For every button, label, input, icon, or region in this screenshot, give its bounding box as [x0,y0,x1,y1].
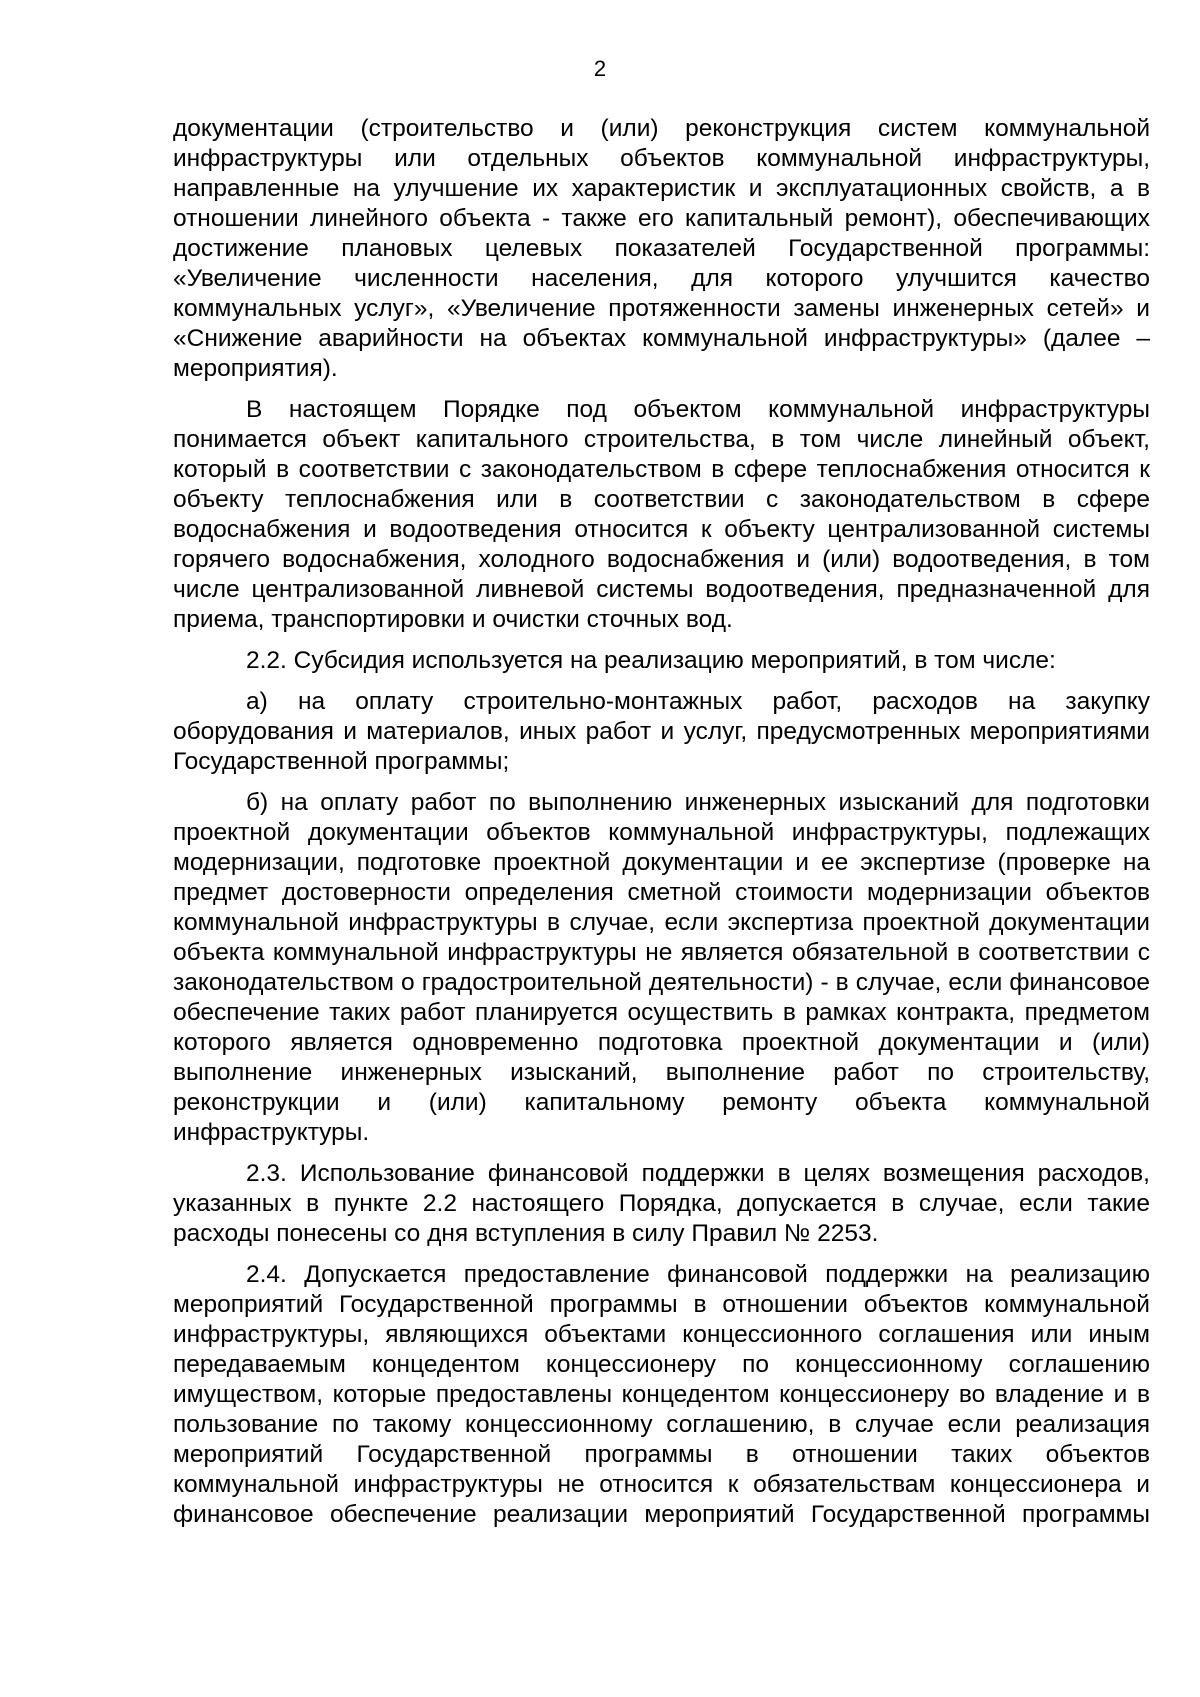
paragraph-definition: В настоящем Порядке под объектом коммунальной инфраструктуры понимается объект капитального строительства, в том числе линейный объект, который в соответствии с законодательством в сфере теплоснабжения относится к объекту теплоснабжения или в соответствии с законодательством в сфере водоснабжения и водоотведения относится к объекту централизованной системы горячего водоснабжения, холодного водоснабжения и (или) водоотведения, в том числе централизованной ливневой системы водоотведения, предназначенной для приема, транспортировки и очистки сточных вод. [173,396,1150,633]
paragraph-2-2: 2.2. Субсидия используется на реализацию мероприятий, в том числе: [246,647,1056,674]
paragraph-2-3: 2.3. Использование финансовой поддержки в целях возмещения расходов, указанных в пункте 2.2 настоящего Порядка, допускается в случае, если такие расходы понесены со дня вступления в силу Правил № 2253. [173,1160,1150,1247]
paragraph-2-4: 2.4. Допускается предоставление финансовой поддержки на реализацию мероприятий Государственной программы в отношении объектов коммунальной инфраструктуры, являющихся объектами концессионного соглашения или иным передаваемым концедентом концессионеру по концессионному соглашению имуществом, которые предоставлены концедентом концессионеру во владение и в пользование по такому концессионному соглашению, в случае если реализация мероприятий Государственной программы в отношении таких объектов коммунальной инфраструктуры не относится к обязательствам концессионера и финансовое обеспечение реализации мероприятий Государственной программы [173,1261,1150,1528]
paragraph-continuation: документации (строительство и (или) реконструкция систем коммунальной инфраструктуры или отдельных объектов коммунальной инфраструктуры, направленные на улучшение их характеристик и эксплуатационных свойств, а в отношении линейного объекта - также его капитальный ремонт), обеспечивающих достижение плановых целевых показателей Государственной программы: «Увеличение численности населения, для которого улучшится качество коммунальных услуг», «Увеличение протяженности замены инженерных сетей» и «Снижение аварийности на объектах коммунальной инфраструктуры» (далее – мероприятия). [173,115,1150,382]
paragraph-2-2-a: а) на оплату строительно-монтажных работ, расходов на закупку оборудования и материалов, иных работ и услуг, предусмотренных мероприятиями Государственной программы; [173,688,1150,775]
paragraph-2-2-b: б) на оплату работ по выполнению инженерных изысканий для подготовки проектной документации объектов коммунальной инфраструктуры, подлежащих модернизации, подготовке проектной документации и ее экспертизе (проверке на предмет достоверности определения сметной стоимости модернизации объектов коммунальной инфраструктуры в случае, если экспертиза проектной документации объекта коммунальной инфраструктуры не является обязательной в соответствии с законодательством о градостроительной деятельности) - в случае, если финансовое обеспечение таких работ планируется осуществить в рамках контракта, предметом которого является одновременно подготовка проектной документации и (или) выполнение инженерных изысканий, выполнение работ по строительству, реконструкции и (или) капитальному ремонту объекта коммунальной инфраструктуры. [173,789,1150,1146]
page-number: 2 [593,56,607,81]
document-body [173,114,1150,1530]
